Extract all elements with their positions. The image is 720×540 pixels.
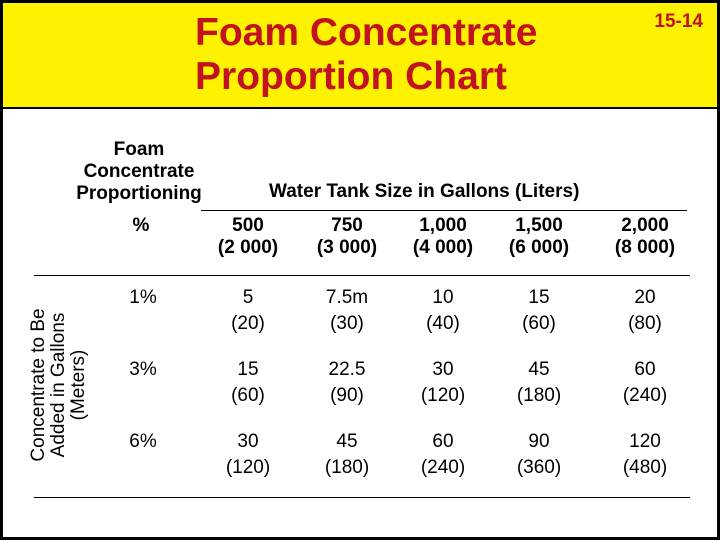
- column-header-750: [302, 215, 392, 259]
- table-cell: [494, 429, 584, 481]
- row-percent-1: 1%: [129, 287, 157, 308]
- column-header-liters: (3 000): [316, 237, 378, 258]
- side-label: [29, 295, 89, 475]
- side-label-line-1: Concentrate to Be: [28, 308, 49, 462]
- proportioning-header-line-1: Foam: [113, 139, 165, 160]
- cell-gallons: 90: [528, 431, 550, 452]
- table-cell: [398, 357, 488, 409]
- column-header-2000: [600, 215, 690, 259]
- table-cell: [600, 285, 690, 337]
- cell-gallons: 45: [336, 431, 358, 452]
- cell-liters: (90): [330, 385, 364, 406]
- cell-gallons: 22.5: [328, 359, 366, 380]
- proportioning-header-line-2: Concentrate: [83, 161, 195, 182]
- cell-liters: (80): [628, 313, 662, 334]
- table-cell: [302, 357, 392, 409]
- cell-gallons: 30: [237, 431, 259, 452]
- column-header-1500: [494, 215, 584, 259]
- table-cell: [600, 429, 690, 481]
- cell-liters: (120): [420, 385, 466, 406]
- bottom-rule: [34, 497, 690, 498]
- table-cell: [398, 285, 488, 337]
- cell-gallons: 15: [528, 287, 550, 308]
- cell-gallons: 60: [634, 359, 656, 380]
- cell-liters: (480): [622, 457, 668, 478]
- cell-liters: (30): [330, 313, 364, 334]
- table-cell: [494, 285, 584, 337]
- slide: [3, 3, 717, 537]
- row-percent-6: 6%: [129, 431, 157, 452]
- cell-liters: (60): [522, 313, 556, 334]
- cell-liters: (180): [516, 385, 562, 406]
- table-cell: [203, 429, 293, 481]
- cell-gallons: 30: [432, 359, 454, 380]
- row-percent-3: 3%: [129, 359, 157, 380]
- table-cell: [203, 285, 293, 337]
- cell-liters: (180): [324, 457, 370, 478]
- slide-number: 15-14: [654, 11, 703, 32]
- cell-gallons: 7.5m: [325, 287, 369, 308]
- cell-liters: (20): [231, 313, 265, 334]
- proportioning-header: [69, 139, 209, 205]
- cell-gallons: 5: [242, 287, 254, 308]
- table-cell: [302, 285, 392, 337]
- side-label-line-3: (Meters): [68, 349, 89, 421]
- cell-gallons: 45: [528, 359, 550, 380]
- cell-liters: (60): [231, 385, 265, 406]
- column-header-liters: (2 000): [217, 237, 279, 258]
- table-cell: [600, 357, 690, 409]
- column-header-500: [203, 215, 293, 259]
- side-label-line-2: Added in Gallons: [48, 312, 69, 458]
- percent-header: %: [132, 215, 150, 236]
- column-header-gallons: 1,500: [515, 215, 563, 236]
- column-header-liters: (4 000): [412, 237, 474, 258]
- column-header-gallons: 1,000: [419, 215, 467, 236]
- column-header-1000: [398, 215, 488, 259]
- proportioning-header-line-3: Proportioning: [76, 183, 202, 204]
- title-line-2: Proportion Chart: [195, 55, 507, 98]
- cell-liters: (240): [622, 385, 668, 406]
- title-banner: [3, 3, 717, 109]
- cell-gallons: 10: [432, 287, 454, 308]
- column-header-liters: (8 000): [614, 237, 676, 258]
- tank-header-rule: [201, 210, 687, 211]
- header-divider-rule: [34, 275, 690, 276]
- table-cell: [398, 429, 488, 481]
- cell-liters: (360): [516, 457, 562, 478]
- column-header-gallons: 2,000: [621, 215, 669, 236]
- cell-liters: (40): [426, 313, 460, 334]
- column-header-gallons: 500: [232, 215, 264, 236]
- table-cell: [302, 429, 392, 481]
- cell-gallons: 15: [237, 359, 259, 380]
- cell-gallons: 120: [629, 431, 661, 452]
- cell-liters: (240): [420, 457, 466, 478]
- cell-gallons: 20: [634, 287, 656, 308]
- table-cell: [203, 357, 293, 409]
- slide-title: [195, 11, 555, 99]
- cell-gallons: 60: [432, 431, 454, 452]
- cell-liters: (120): [225, 457, 271, 478]
- column-header-liters: (6 000): [508, 237, 570, 258]
- column-header-gallons: 750: [331, 215, 363, 236]
- title-line-1: Foam Concentrate: [195, 11, 538, 54]
- tank-size-header: Water Tank Size in Gallons (Liters): [269, 181, 580, 202]
- table-cell: [494, 357, 584, 409]
